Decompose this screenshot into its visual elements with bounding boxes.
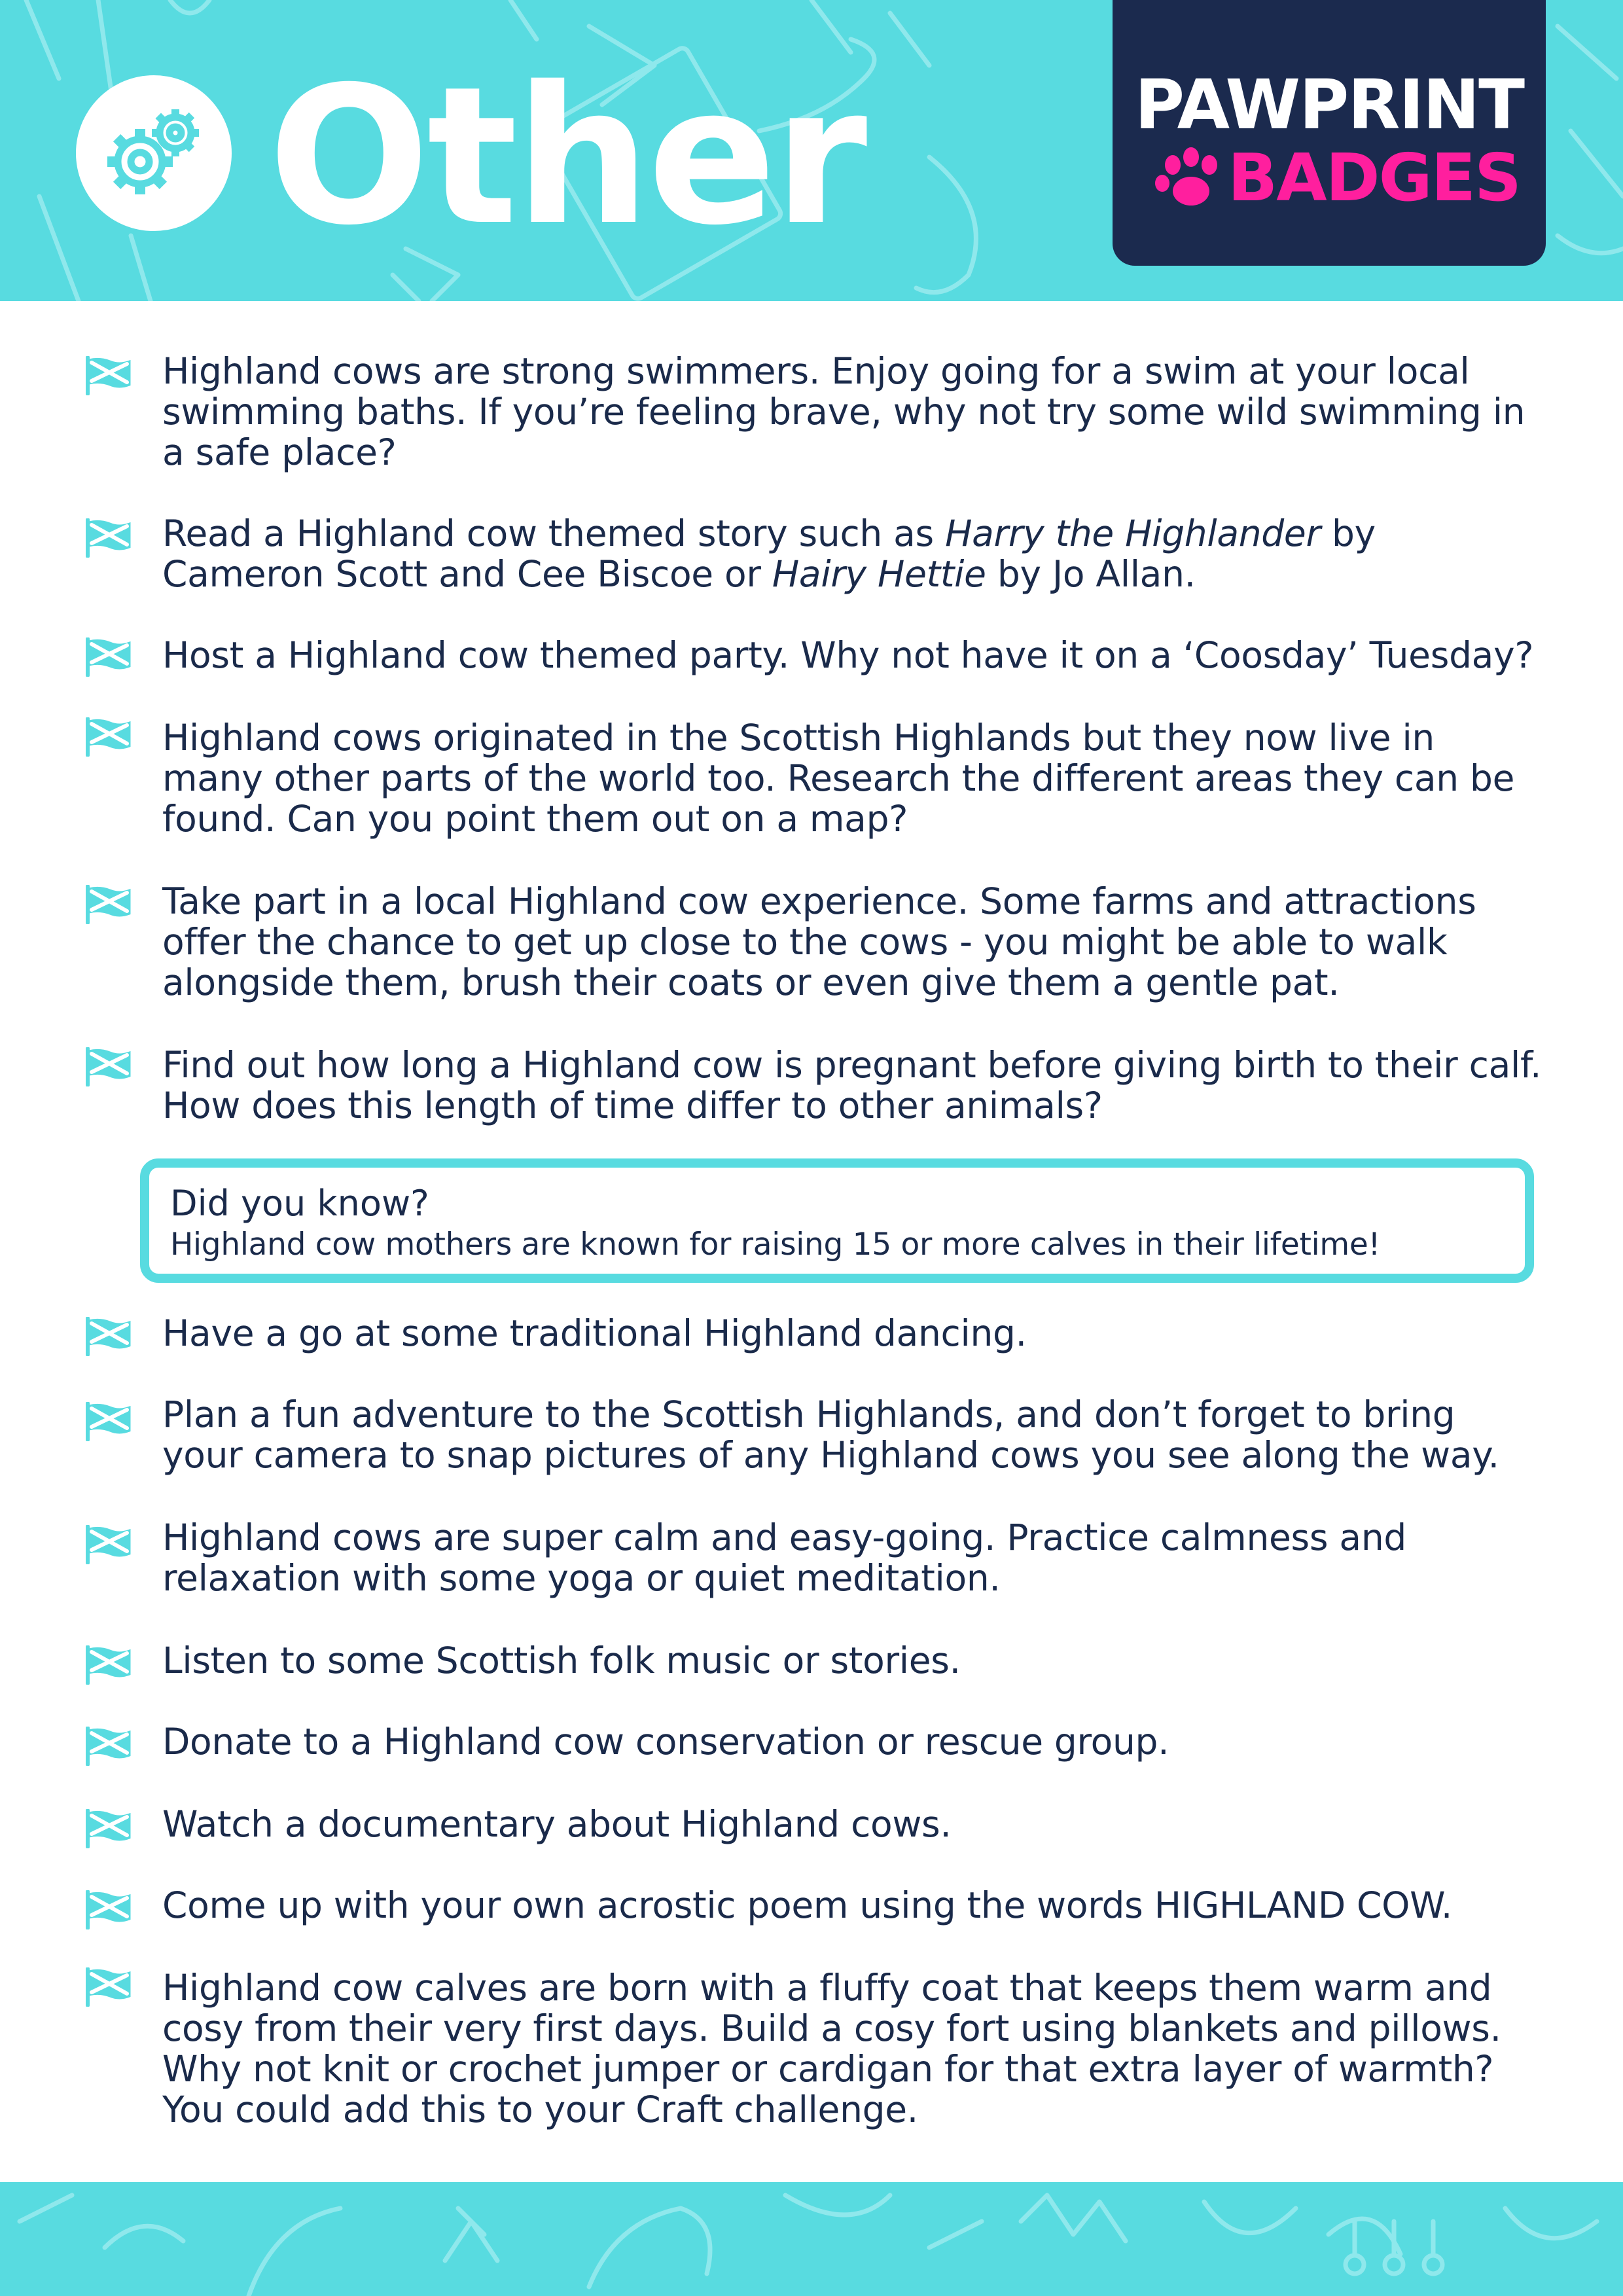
header-banner <box>0 0 1623 301</box>
list-item-text: Donate to a Highland cow conservation or rescue group. <box>162 1721 1169 1763</box>
scottish-flag-icon <box>85 1317 132 1356</box>
book-title-harry: Harry the Highlander <box>945 512 1321 554</box>
list-item-text: Listen to some Scottish folk music or stories. <box>162 1640 961 1681</box>
scottish-flag-icon <box>85 518 132 558</box>
scottish-flag-icon <box>85 1967 132 2007</box>
scottish-flag-icon <box>85 1645 132 1685</box>
footer-banner <box>0 2182 1623 2296</box>
list-item-text: Take part in a local Highland cow experience. Some farms and attractions offer the chance to get up close to the cows - you might be able to walk alongside them, brush their coats or even give them a gentle pat. <box>162 880 1476 1003</box>
footer-doodles <box>0 2182 1623 2296</box>
list-item-text: Plan a fun adventure to the Scottish Highlands, and don’t forget to bring your camera to snap pictures of any Highland cows you see along the way. <box>162 1393 1499 1476</box>
list-item-text: Highland cow calves are born with a fluffy coat that keeps them warm and cosy from their very first days. Build a cosy fort using blankets and pillows. Why not knit or crochet jumper or cardigan for that extra layer of warmth? You could add this to your Craft challenge. <box>162 1967 1501 2130</box>
text-segment: by Cameron Scott and Cee Biscoe or <box>162 512 1376 595</box>
scottish-flag-icon <box>85 1727 132 1766</box>
list-item-text: Highland cows originated in the Scottish Highlands but they now live in many other parts of the world too. Research the different areas they can be found. Can you point them out on a map? <box>162 717 1515 840</box>
page-title: Other <box>268 46 865 267</box>
logo-line-2: BADGES <box>1228 139 1521 216</box>
scottish-flag-icon <box>85 885 132 924</box>
list-item-text: Watch a documentary about Highland cows. <box>162 1803 952 1845</box>
text-segment: Read a Highland cow themed story such as <box>162 512 946 554</box>
did-you-know-text: Highland cow mothers are known for raising 15 or more calves in their lifetime! <box>170 1227 1381 1263</box>
list-item-text: Host a Highland cow themed party. Why not have it on a ‘Coosday’ Tuesday? <box>162 634 1534 676</box>
scottish-flag-icon <box>85 1809 132 1848</box>
paw-icon <box>1153 145 1224 211</box>
logo-line-1: PAWPRINT <box>1134 65 1524 145</box>
scottish-flag-icon <box>85 637 132 677</box>
list-item-text: Highland cows are super calm and easy-going. Practice calmness and relaxation with some yoga or quiet meditation. <box>162 1516 1407 1599</box>
list-item-text <box>162 513 1543 594</box>
scottish-flag-icon <box>85 1402 132 1441</box>
book-title-hettie: Hairy Hettie <box>772 553 986 595</box>
text-segment: by Jo Allan. <box>986 553 1196 595</box>
list-item-text: Have a go at some traditional Highland dancing. <box>162 1312 1027 1354</box>
did-you-know-title: Did you know? <box>170 1183 429 1224</box>
list-item-text: Highland cows are strong swimmers. Enjoy going for a swim at your local swimming baths. If you’re feeling brave, why not try some wild swimming in a safe place? <box>162 350 1525 473</box>
list-item-text: Find out how long a Highland cow is pregnant before giving birth to their calf. How does this length of time differ to other animals? <box>162 1044 1542 1126</box>
scottish-flag-icon <box>85 356 132 395</box>
pawprint-badges-logo <box>1113 0 1546 266</box>
gears-icon <box>76 75 232 231</box>
scottish-flag-icon <box>85 1047 132 1086</box>
gears-icon-circle <box>76 75 232 231</box>
scottish-flag-icon <box>85 717 132 757</box>
did-you-know-box <box>140 1158 1534 1283</box>
list-item-text: Come up with your own acrostic poem using the words HIGHLAND COW. <box>162 1884 1453 1926</box>
scottish-flag-icon <box>85 1525 132 1564</box>
scottish-flag-icon <box>85 1890 132 1929</box>
